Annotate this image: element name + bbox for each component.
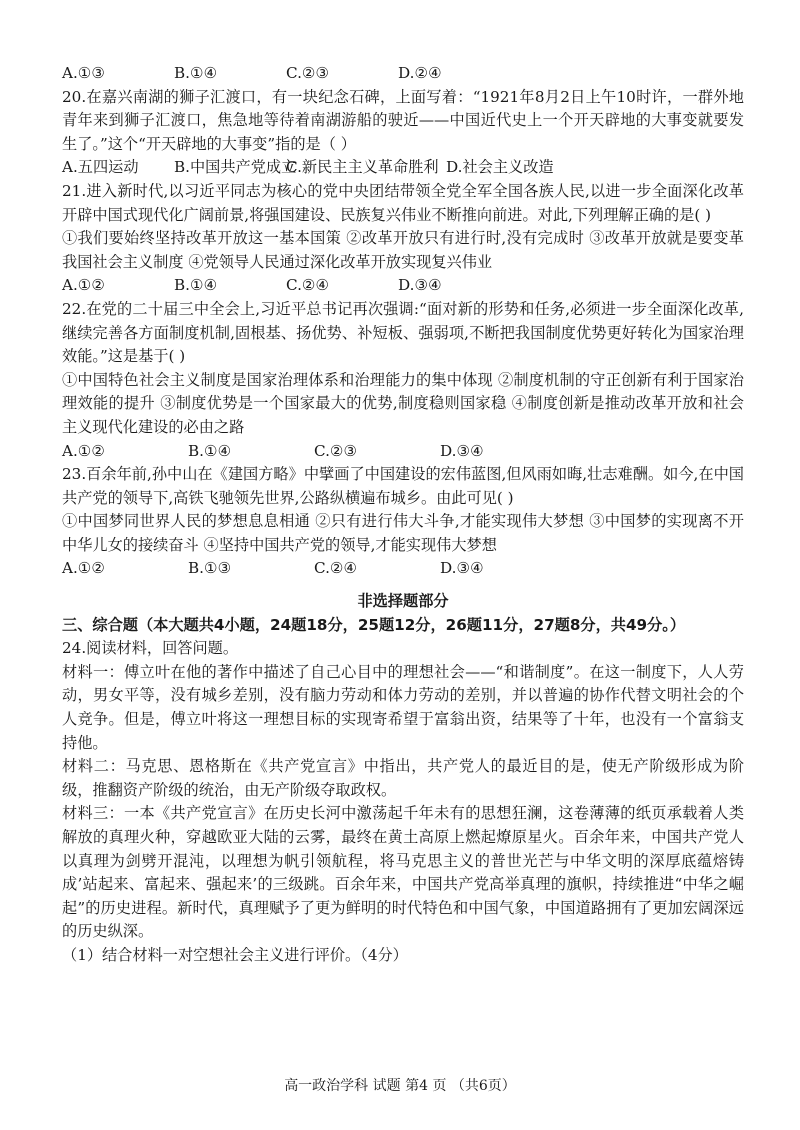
q20-stem: 20.在嘉兴南湖的狮子汇渡口，有一块纪念石碑，上面写着：“1921年8月2日上午10时许，一群外地青年来到狮子汇渡口，焦急地等待着南湖游船的驶近——中国近代史上一个开天辟地的大事变就要发生了。”这个“开天辟地的大事变”指的是（ ） xyxy=(62,87,744,153)
q24-material3: 材料三：一本《共产党宣言》在历史长河中激荡起千年未有的思想狂澜，这卷薄薄的纸页承载着人类解放的真理火种，穿越欧亚大陆的云雾，最终在黄土高原上燃起燎原星火。百余年来，中国共产党人以真理为剑劈开混沌，以理想为帆引领航程，将马克思主义的普世光芒与中华文明的深厚底蕴熔铸成’站起来、富起来、强起来’的三级跳。百余年来，中国共产党高举真理的旗帜，持续推进“中华之崛起”的历史进程。新时代，真理赋予了更为鲜明的时代特色和中国气象，中国道路拥有了更加宏阔深远的历史纵深。 xyxy=(62,804,744,941)
option: D.③④ xyxy=(440,559,484,578)
option: A.①② xyxy=(62,559,106,578)
option: C.②③ xyxy=(314,441,358,460)
option: B.中国共产党成立 xyxy=(174,158,297,177)
option: C.②④ xyxy=(314,559,358,578)
option: B.①③ xyxy=(188,559,232,578)
part3-header: 三、综合题（本大题共4小题，24题18分，25题12分，26题11分，27题8分，共49分。） xyxy=(62,615,686,634)
option: B.①④ xyxy=(174,276,218,295)
q23-options xyxy=(62,557,744,581)
q21-stem: 21.进入新时代,以习近平同志为核心的党中央团结带领全党全军全国各族人民,以进一步全面深化改革开辟中国式现代化广阔前景,将强国建设、民族复兴伟业不断推向前进。对此,下列理解正确的是( ) xyxy=(62,181,744,224)
q24-intro: 24.阅读材料，回答问题。 xyxy=(62,639,239,658)
q24-material1: 材料一：傅立叶在他的著作中描述了自己心目中的理想社会——“和谐制度”。在这一制度下，人人劳动，男女平等，没有城乡差别，没有脑力劳动和体力劳动的差别，并以普遍的协作代替文明社会的个人竞争。但是，傅立叶将这一理想目标的实现寄希望于富翁出资，结果等了十年，也没有一个富翁支持他。 xyxy=(62,662,744,752)
page-footer: 高一政治学科 试题 第4 页 （共6页） xyxy=(284,1078,516,1094)
option: C.②③ xyxy=(286,64,330,82)
q21-options xyxy=(62,274,744,298)
option: D.③④ xyxy=(398,276,442,295)
q24-subquestion-1: （1）结合材料一对空想社会主义进行评价。（4分） xyxy=(62,945,408,964)
option: D.②④ xyxy=(398,64,442,82)
q22-stem: 22.在党的二十届三中全会上,习近平总书记再次强调:“面对新的形势和任务,必须进一步全面深化改革,继续完善各方面制度机制,固根基、扬优势、补短板、强弱项,不断把我国制度优势更好转化为国家治理效能。”这是基于( ) xyxy=(62,299,744,366)
option: B.①④ xyxy=(188,441,232,460)
exam-page xyxy=(62,62,744,968)
q21-statements: ①我们要始终坚持改革开放这一基本国策 ②改革开放只有进行时,没有完成时 ③改革开放就是要变革我国社会主义制度 ④党领导人民通过深化改革开放实现复兴伟业 xyxy=(62,229,744,271)
option: A.五四运动 xyxy=(62,158,139,177)
option: C.②④ xyxy=(286,276,330,295)
option: A.①③ xyxy=(62,64,106,82)
q20-options xyxy=(62,156,744,180)
option: D.③④ xyxy=(440,441,484,460)
option: D.社会主义改造 xyxy=(446,158,554,177)
option: C.新民主主义革命胜利 xyxy=(286,158,439,177)
option: A.①② xyxy=(62,441,106,460)
q22-options xyxy=(62,440,744,464)
q19-options xyxy=(62,62,744,86)
option: A.①② xyxy=(62,276,106,295)
option: B.①④ xyxy=(174,64,218,82)
q24-material2: 材料二：马克思、恩格斯在《共产党宣言》中指出，共产党人的最近目的是，使无产阶级形成为阶级，推翻资产阶级的统治，由无产阶级夺取政权。 xyxy=(62,757,744,799)
q23-statements: ①中国梦同世界人民的梦想息息相通 ②只有进行伟大斗争,才能实现伟大梦想 ③中国梦的实现离不开中华儿女的接续奋斗 ④坚持中国共产党的领导,才能实现伟大梦想 xyxy=(62,512,744,554)
q22-statements: ①中国特色社会主义制度是国家治理体系和治理能力的集中体现 ②制度机制的守正创新有利于国家治理效能的提升 ③制度优势是一个国家最大的优势,制度稳则国家稳 ④制度创新是推动改革开放和社会主义现代化建设的必由之路 xyxy=(62,370,744,436)
section-title: 非选择题部分 xyxy=(357,592,449,611)
q23-stem: 23.百余年前,孙中山在《建国方略》中擘画了中国建设的宏伟蓝图,但风雨如晦,壮志难酬。如今,在中国共产党的领导下,高铁飞驰领先世界,公路纵横遍布城乡。由此可见( ) xyxy=(62,465,744,507)
